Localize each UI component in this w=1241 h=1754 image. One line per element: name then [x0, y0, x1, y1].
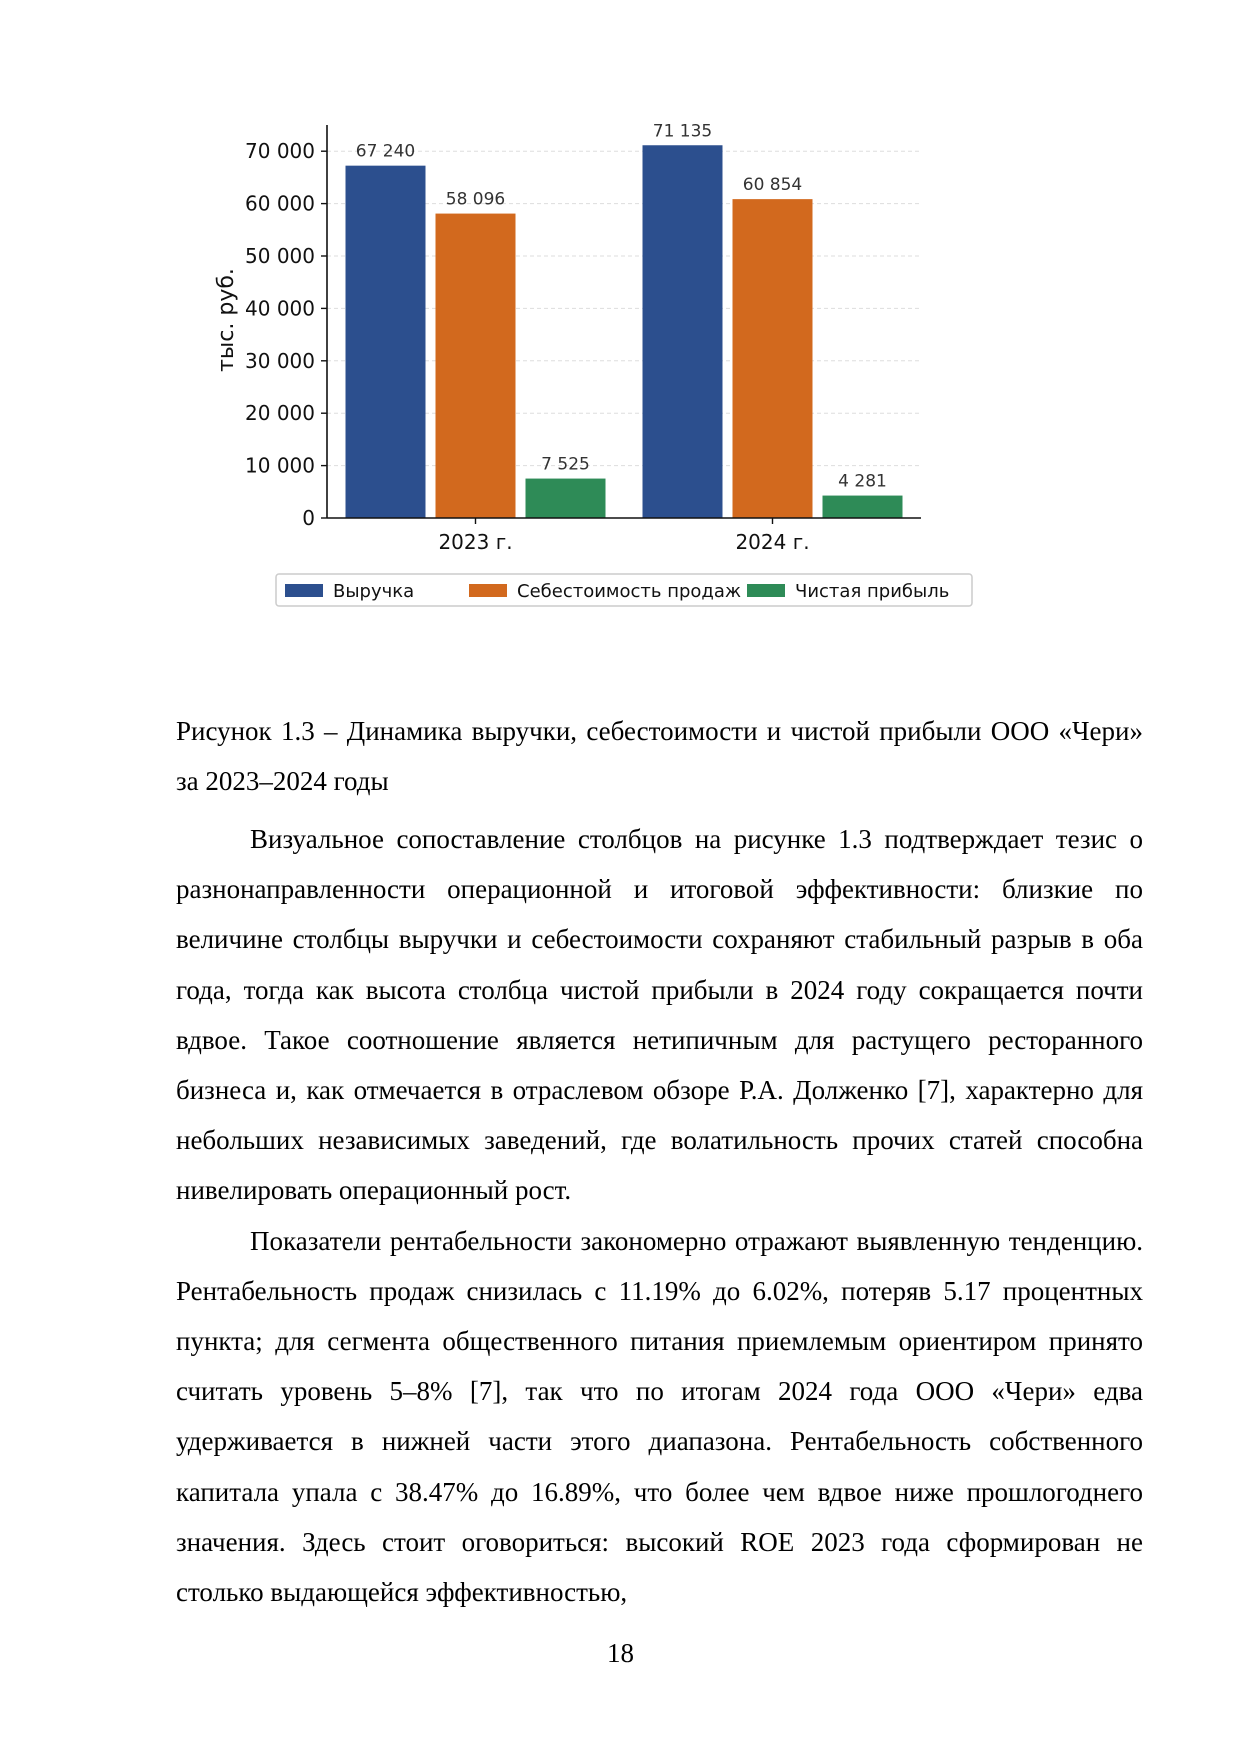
y-axis-label: тыс. руб. — [214, 268, 239, 372]
y-tick-label: 40 000 — [245, 296, 315, 321]
bar — [346, 166, 426, 518]
page-number: 18 — [607, 1638, 634, 1668]
x-tick-label: 2024 г. — [735, 530, 810, 554]
paragraph: Визуальное сопоставление столбцов на рисунке 1.3 подтверждает тезис о разнонаправленности операционной и итоговой эффективности: близкие по величине столбцы выручки и себестоимости сохраняют стабильный разрыв в оба года, тогда как высота столбца чистой прибыли в 2024 году сокращается почти вдвое. Такое соотношение является нетипичным для растущего ресторанного бизнеса и, как отмечается в отраслевом обзоре Р.А. Долженко [7], характерно для небольших независимых заведений, где волатильность прочих статей способна нивелировать операционный рост. — [176, 824, 1143, 1206]
legend-swatch — [285, 584, 323, 597]
data-label: 71 135 — [652, 121, 713, 142]
bar — [823, 496, 903, 518]
data-label: 60 854 — [742, 175, 803, 196]
y-tick-label: 30 000 — [245, 348, 315, 373]
data-label: 58 096 — [445, 189, 506, 210]
bar — [526, 479, 606, 518]
y-tick-label: 70 000 — [245, 139, 315, 164]
legend-label: Выручка — [333, 581, 415, 602]
y-tick-label: 50 000 — [245, 244, 315, 268]
bar — [436, 214, 516, 518]
data-label: 67 240 — [355, 141, 416, 162]
legend-label: Чистая прибыль — [795, 581, 950, 602]
legend-swatch — [469, 584, 507, 597]
body-text — [176, 814, 1143, 1617]
paragraph: Показатели рентабельности закономерно отражают выявленную тенденцию. Рентабельность продаж снизилась с 11.19% до 6.02%, потеряв 5.17 процентных пункта; для сегмента общественного питания приемлемым ориентиром принято считать уровень 5–8% [7], так что по итогам 2024 года ООО «Чери» едва удерживается в нижней части этого диапазона. Рентабельность собственного капитала упала с 38.47% до 16.89%, что более чем вдвое ниже прошлогоднего значения. Здесь стоит оговориться: высокий ROE 2023 года сформирован не столько выдающейся эффективностью, — [176, 1225, 1143, 1608]
legend-swatch — [747, 584, 785, 597]
y-tick-label: 10 000 — [245, 453, 315, 478]
bar — [733, 199, 813, 518]
data-label: 7 525 — [541, 454, 590, 475]
bar — [643, 145, 723, 518]
y-tick-label: 20 000 — [245, 401, 315, 426]
figure-caption: Рисунок 1.3 – Динамика выручки, себестоимости и чистой прибыли ООО «Чери» за 2023–2024 годы — [176, 716, 1143, 796]
data-label: 4 281 — [838, 471, 887, 492]
y-tick-label: 60 000 — [245, 191, 315, 216]
y-tick-label: 0 — [302, 506, 315, 530]
bars — [346, 121, 903, 518]
x-tick-label: 2023 г. — [438, 530, 513, 554]
legend-label: Себестоимость продаж — [517, 581, 742, 602]
legend — [276, 574, 972, 606]
revenue-cost-profit-chart — [200, 120, 1100, 700]
